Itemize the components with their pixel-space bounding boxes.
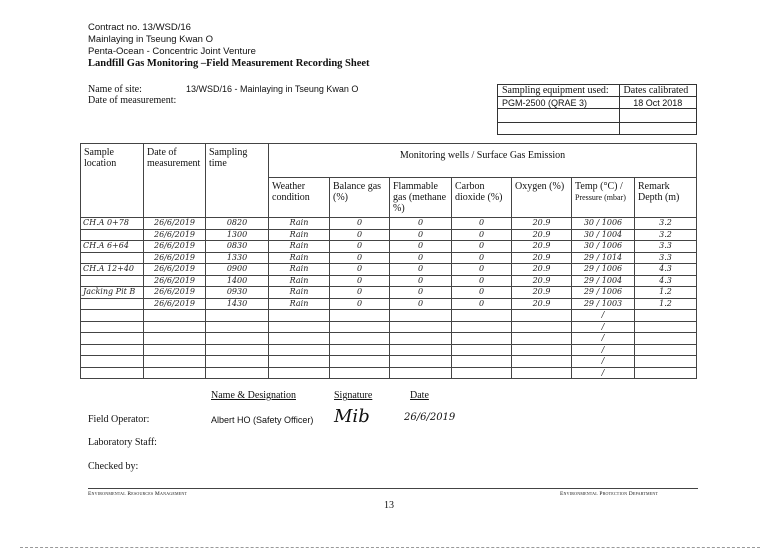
header-oxygen: Oxygen (%): [512, 178, 572, 218]
cell-flammable: [390, 333, 452, 345]
cell-carbon: [452, 344, 512, 356]
cell-carbon: 0: [452, 229, 512, 241]
field-operator-signature: Mib: [334, 406, 370, 427]
cell-location: CH.A 6+64: [81, 241, 144, 253]
cell-location: Jacking Pit B: [81, 287, 144, 299]
cell-oxygen: 20.9: [512, 241, 572, 253]
cell-temp: /: [572, 333, 635, 345]
cell-carbon: 0: [452, 298, 512, 310]
cell-carbon: 0: [452, 218, 512, 230]
cell-temp: /: [572, 344, 635, 356]
cell-weather: [269, 356, 330, 368]
cell-time: 1330: [206, 252, 269, 264]
laboratory-staff-label: Laboratory Staff:: [88, 437, 157, 448]
cell-oxygen: [512, 356, 572, 368]
cell-flammable: 0: [390, 275, 452, 287]
cell-date: 26/6/2019: [144, 298, 206, 310]
cell-time: 1430: [206, 298, 269, 310]
cell-weather: Rain: [269, 287, 330, 299]
cell-date: 26/6/2019: [144, 264, 206, 276]
cell-temp: 29 / 1014: [572, 252, 635, 264]
cell-oxygen: 20.9: [512, 229, 572, 241]
cell-weather: Rain: [269, 241, 330, 253]
page-title: Landfill Gas Monitoring –Field Measurement Recording Sheet: [88, 58, 370, 69]
table-row: [81, 229, 697, 241]
cell-flammable: [390, 356, 452, 368]
cell-date: 26/6/2019: [144, 218, 206, 230]
cell-temp: 30 / 1004: [572, 229, 635, 241]
table-row: [81, 275, 697, 287]
header-temp-pressure: [572, 178, 635, 218]
calibrated-header: Dates calibrated: [619, 85, 696, 97]
cell-date: 26/6/2019: [144, 229, 206, 241]
header-carbon-dioxide: Carbon dioxide (%): [452, 178, 512, 218]
cell-balance: 0: [330, 264, 390, 276]
cell-carbon: [452, 367, 512, 379]
table-row: [81, 333, 697, 345]
cell-temp: /: [572, 321, 635, 333]
table-row: [81, 252, 697, 264]
footer-left: Environmental Resources Management: [88, 491, 188, 497]
project-name: Mainlaying in Tseung Kwan O: [88, 34, 213, 45]
cell-weather: [269, 333, 330, 345]
cell-temp: 29 / 1006: [572, 264, 635, 276]
cell-location: [81, 298, 144, 310]
cell-oxygen: [512, 310, 572, 322]
cell-location: [81, 252, 144, 264]
cell-weather: Rain: [269, 264, 330, 276]
cell-time: 0930: [206, 287, 269, 299]
cell-balance: 0: [330, 298, 390, 310]
cell-weather: Rain: [269, 275, 330, 287]
cell-location: [81, 275, 144, 287]
cell-remark: [635, 321, 697, 333]
cell-weather: Rain: [269, 229, 330, 241]
cell-date: [144, 367, 206, 379]
cell-carbon: [452, 333, 512, 345]
cell-flammable: 0: [390, 264, 452, 276]
header-sample-location: Sample location: [81, 144, 144, 218]
cell-remark: [635, 344, 697, 356]
table-row: [81, 344, 697, 356]
table-row: [81, 287, 697, 299]
cell-remark: 3.3: [635, 252, 697, 264]
cell-weather: [269, 321, 330, 333]
cell-time: [206, 344, 269, 356]
cell-oxygen: 20.9: [512, 287, 572, 299]
cell-location: [81, 344, 144, 356]
cell-oxygen: 20.9: [512, 252, 572, 264]
cell-oxygen: [512, 321, 572, 333]
cell-oxygen: [512, 344, 572, 356]
header-balance-gas: Balance gas (%): [330, 178, 390, 218]
field-operator-name: Albert HO (Safety Officer): [211, 415, 314, 425]
equipment-value: PGM-2500 (QRAE 3): [498, 97, 620, 109]
cell-date: 26/6/2019: [144, 241, 206, 253]
cell-remark: 4.3: [635, 275, 697, 287]
cell-time: 1300: [206, 229, 269, 241]
cell-time: [206, 367, 269, 379]
calibrated-value: 18 Oct 2018: [619, 97, 696, 109]
cell-balance: 0: [330, 287, 390, 299]
cell-date: [144, 344, 206, 356]
cell-date: 26/6/2019: [144, 252, 206, 264]
cell-temp: 30 / 1006: [572, 218, 635, 230]
cell-oxygen: 20.9: [512, 298, 572, 310]
cell-remark: 3.2: [635, 218, 697, 230]
cell-remark: 1.2: [635, 298, 697, 310]
cell-temp: /: [572, 356, 635, 368]
cell-date: [144, 356, 206, 368]
equipment-blank-cell: [498, 123, 620, 135]
table-row: [81, 356, 697, 368]
header-weather: Weather condition: [269, 178, 330, 218]
cell-flammable: [390, 321, 452, 333]
cell-remark: 3.2: [635, 229, 697, 241]
cell-flammable: 0: [390, 218, 452, 230]
cell-flammable: 0: [390, 287, 452, 299]
footer-rule: [88, 488, 698, 489]
cell-date: [144, 310, 206, 322]
equipment-header: Sampling equipment used:: [498, 85, 620, 97]
contract-number: Contract no. 13/WSD/16: [88, 22, 191, 33]
header-sampling-time: Sampling time: [206, 144, 269, 218]
field-operator-date: 26/6/2019: [404, 412, 456, 423]
cell-location: [81, 367, 144, 379]
cell-time: [206, 333, 269, 345]
equipment-blank-cell: [498, 109, 620, 123]
table-row: [81, 264, 697, 276]
cell-time: 0820: [206, 218, 269, 230]
cell-location: [81, 356, 144, 368]
cell-balance: 0: [330, 252, 390, 264]
table-row: [81, 310, 697, 322]
cell-flammable: [390, 367, 452, 379]
cell-balance: 0: [330, 241, 390, 253]
cell-time: [206, 310, 269, 322]
cell-carbon: 0: [452, 241, 512, 253]
cell-location: [81, 333, 144, 345]
cell-carbon: [452, 356, 512, 368]
header-temp: Temp (°C) /: [575, 181, 623, 192]
cell-temp: 29 / 1003: [572, 298, 635, 310]
site-name-value: 13/WSD/16 - Mainlaying in Tseung Kwan O: [186, 84, 359, 94]
cell-balance: [330, 310, 390, 322]
cell-weather: [269, 310, 330, 322]
cell-location: CH.A 12+40: [81, 264, 144, 276]
cell-time: 1400: [206, 275, 269, 287]
cell-date: 26/6/2019: [144, 287, 206, 299]
cell-oxygen: 20.9: [512, 218, 572, 230]
header-remark-depth: Remark Depth (m): [635, 178, 697, 218]
header-date-of-measurement: Date of measurement: [144, 144, 206, 218]
cell-temp: /: [572, 310, 635, 322]
cell-carbon: 0: [452, 287, 512, 299]
cell-oxygen: 20.9: [512, 275, 572, 287]
cell-oxygen: [512, 367, 572, 379]
checked-by-label: Checked by:: [88, 461, 139, 472]
cell-remark: 4.3: [635, 264, 697, 276]
cell-temp: /: [572, 367, 635, 379]
cell-carbon: [452, 310, 512, 322]
cell-time: [206, 321, 269, 333]
footer-right: Environmental Protection Department: [560, 491, 659, 497]
cell-temp: 29 / 1006: [572, 287, 635, 299]
cell-carbon: 0: [452, 264, 512, 276]
cell-carbon: 0: [452, 275, 512, 287]
scan-edge-line: [20, 547, 760, 548]
table-row: [81, 367, 697, 379]
cell-balance: [330, 367, 390, 379]
cell-temp: 30 / 1006: [572, 241, 635, 253]
equipment-blank-cell: [619, 109, 696, 123]
cell-location: CH.A 0+78: [81, 218, 144, 230]
table-row: [81, 218, 697, 230]
cell-time: [206, 356, 269, 368]
table-row: [81, 321, 697, 333]
cell-time: 0830: [206, 241, 269, 253]
cell-remark: [635, 356, 697, 368]
measurement-table: [80, 143, 697, 379]
cell-flammable: [390, 344, 452, 356]
cell-weather: [269, 367, 330, 379]
cell-balance: [330, 333, 390, 345]
signature-heading: Signature: [334, 390, 373, 401]
cell-balance: 0: [330, 218, 390, 230]
cell-carbon: [452, 321, 512, 333]
cell-time: 0900: [206, 264, 269, 276]
table-row: [81, 298, 697, 310]
cell-oxygen: [512, 333, 572, 345]
cell-date: [144, 321, 206, 333]
cell-balance: [330, 356, 390, 368]
cell-weather: Rain: [269, 298, 330, 310]
cell-temp: 29 / 1004: [572, 275, 635, 287]
cell-remark: [635, 367, 697, 379]
cell-location: [81, 321, 144, 333]
cell-remark: 3.3: [635, 241, 697, 253]
cell-balance: 0: [330, 275, 390, 287]
cell-location: [81, 229, 144, 241]
cell-carbon: 0: [452, 252, 512, 264]
cell-remark: 1.2: [635, 287, 697, 299]
cell-flammable: 0: [390, 298, 452, 310]
cell-oxygen: 20.9: [512, 264, 572, 276]
cell-balance: 0: [330, 229, 390, 241]
cell-flammable: 0: [390, 241, 452, 253]
header-pressure: Pressure (mbar): [575, 193, 626, 202]
date-heading: Date: [410, 390, 429, 401]
cell-flammable: 0: [390, 252, 452, 264]
cell-weather: [269, 344, 330, 356]
site-name-label: Name of site:: [88, 84, 142, 95]
equipment-table: [497, 84, 697, 135]
field-operator-label: Field Operator:: [88, 414, 150, 425]
cell-weather: Rain: [269, 252, 330, 264]
header-monitoring-wells: Monitoring wells / Surface Gas Emission: [269, 144, 697, 178]
cell-location: [81, 310, 144, 322]
cell-date: [144, 333, 206, 345]
table-row: [81, 241, 697, 253]
cell-flammable: 0: [390, 229, 452, 241]
contractor-name: Penta-Ocean - Concentric Joint Venture: [88, 46, 256, 57]
date-of-measurement-label: Date of measurement:: [88, 95, 177, 106]
cell-balance: [330, 321, 390, 333]
cell-date: 26/6/2019: [144, 275, 206, 287]
cell-weather: Rain: [269, 218, 330, 230]
cell-balance: [330, 344, 390, 356]
cell-flammable: [390, 310, 452, 322]
header-flammable-gas: Flammable gas (methane %): [390, 178, 452, 218]
name-designation-heading: Name & Designation: [211, 390, 296, 401]
cell-remark: [635, 310, 697, 322]
page-number: 13: [384, 500, 394, 511]
equipment-blank-cell: [619, 123, 696, 135]
cell-remark: [635, 333, 697, 345]
